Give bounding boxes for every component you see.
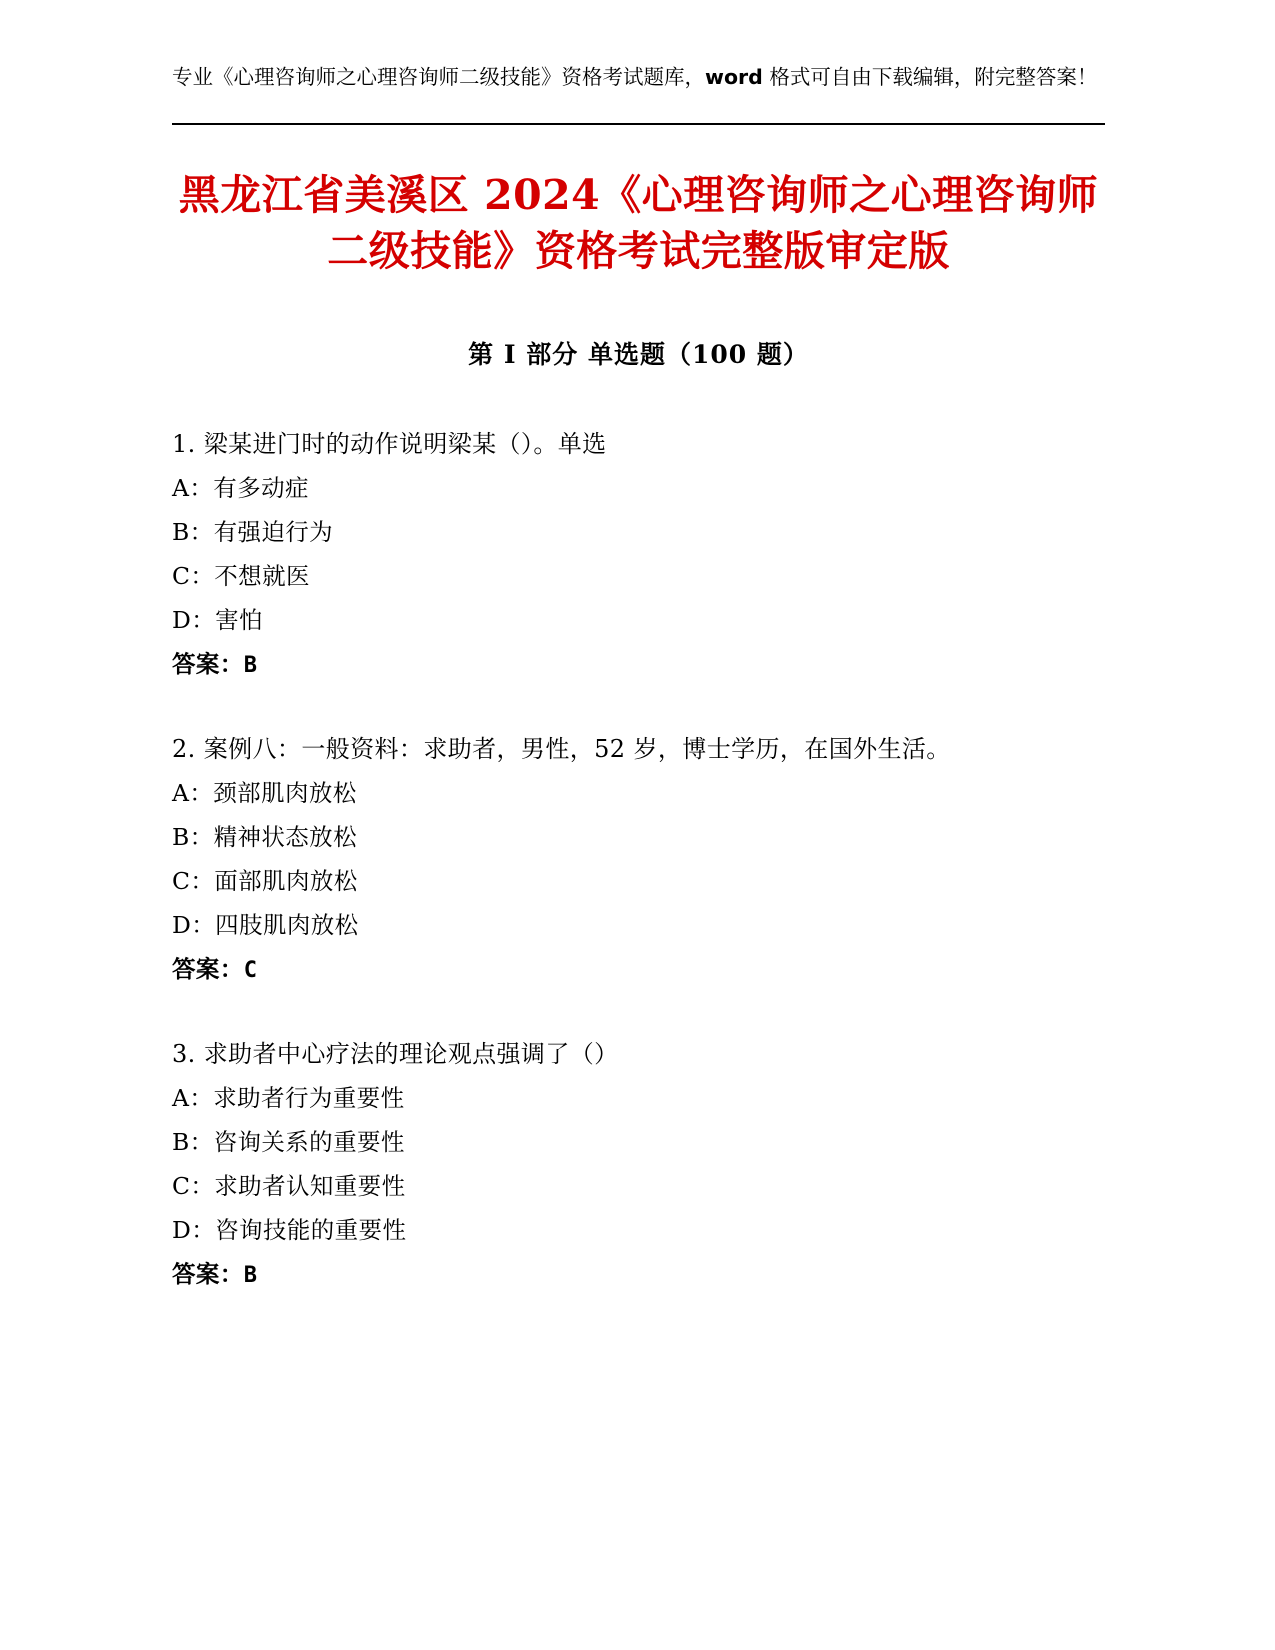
- question-option: D：咨询技能的重要性: [172, 1216, 407, 1244]
- question-block: [172, 423, 1105, 688]
- answer-value: B: [243, 653, 258, 678]
- answer-label: 答案：: [172, 650, 244, 678]
- question-option: C：面部肌肉放松: [172, 867, 358, 895]
- page-title: 黑龙江省美溪区 2024《心理咨询师之心理咨询师二级技能》资格考试完整版审定版: [178, 171, 1099, 275]
- header-note-part1: 专业《心理咨询师之心理咨询师二级技能》资格考试题库，: [172, 65, 705, 89]
- question-option: A：有多动症: [172, 474, 309, 502]
- answer-label: 答案：: [172, 1260, 244, 1288]
- question-option: B：精神状态放松: [172, 823, 357, 851]
- question-option: B：有强迫行为: [172, 518, 334, 546]
- header-note: [172, 62, 1105, 93]
- question-option: D：四肢肌肉放松: [172, 911, 359, 939]
- answer-value: C: [243, 958, 258, 983]
- question-option: D：害怕: [172, 606, 263, 634]
- question-block: [172, 1033, 1105, 1298]
- question-option: C：求助者认知重要性: [172, 1172, 406, 1200]
- question-option: B：咨询关系的重要性: [172, 1128, 405, 1156]
- header-note-bold: word: [705, 65, 763, 89]
- question-stem: 2. 案例八：一般资料：求助者，男性，52 岁，博士学历，在国外生活。: [172, 735, 951, 763]
- section-heading: 第 I 部分 单选题（100 题）: [468, 340, 809, 369]
- question-option: C：不想就医: [172, 562, 310, 590]
- question-stem: 1. 梁某进门时的动作说明梁某（）。单选: [172, 430, 607, 458]
- question-answer: [172, 947, 1105, 993]
- answer-label: 答案：: [172, 955, 244, 983]
- question-answer: [172, 642, 1105, 688]
- header-note-part2: 格式可自由下载编辑，附完整答案！: [762, 65, 1098, 89]
- question-option: A：颈部肌肉放松: [172, 779, 357, 807]
- header-divider: [172, 123, 1105, 125]
- question-block: [172, 728, 1105, 993]
- question-answer: [172, 1252, 1105, 1298]
- answer-value: B: [243, 1263, 258, 1288]
- question-stem: 3. 求助者中心疗法的理论观点强调了（）: [172, 1040, 619, 1068]
- question-option: A：求助者行为重要性: [172, 1084, 405, 1112]
